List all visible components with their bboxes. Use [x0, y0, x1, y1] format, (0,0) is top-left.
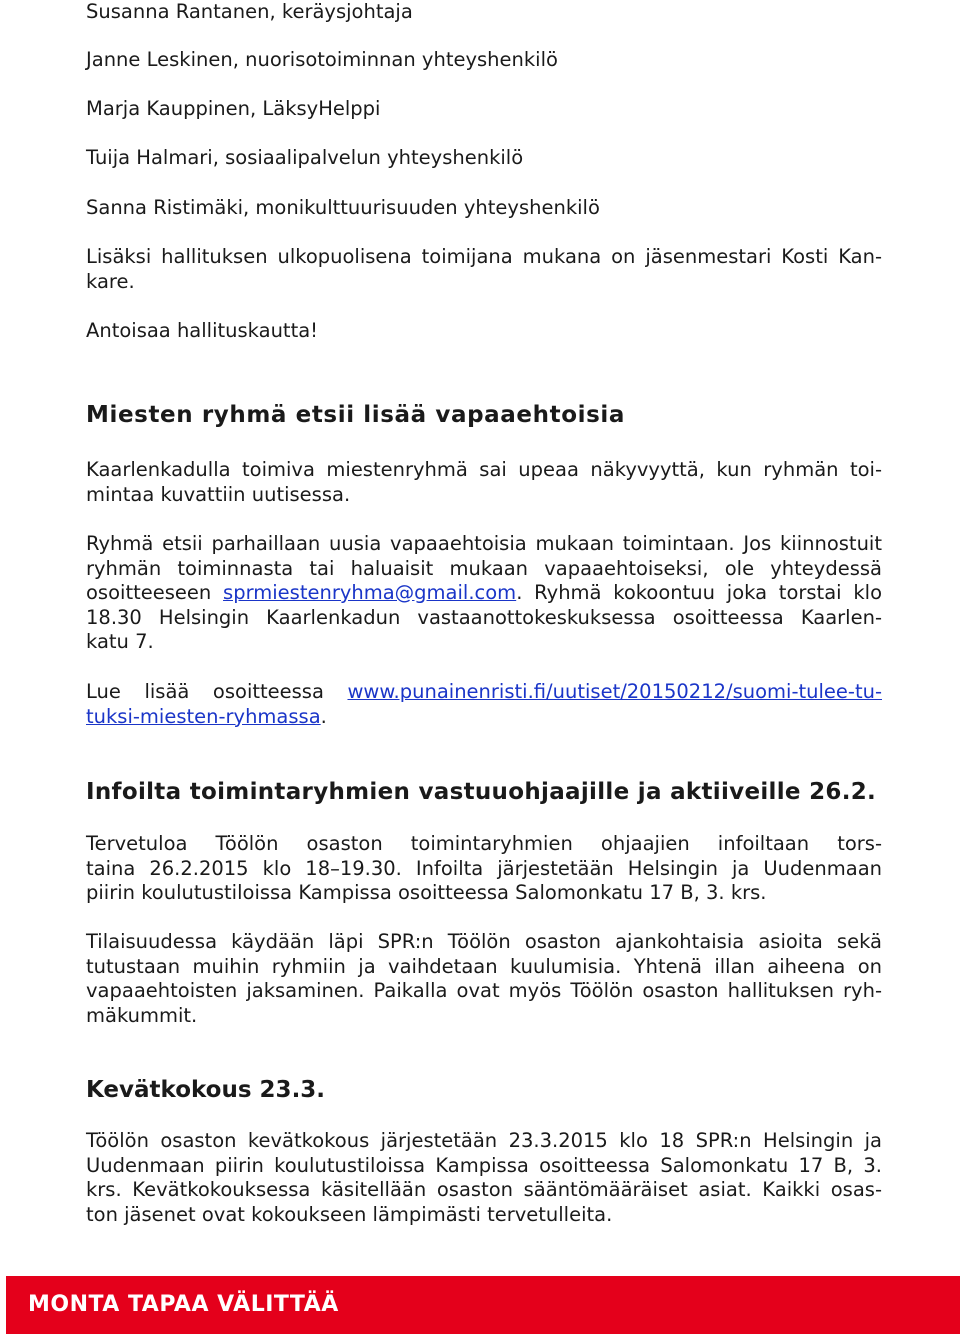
- section3-p1-line-3: krs. Kevätkokouksessa käsitellään osaston sääntömääräiset asiat. Kaikki osas-: [86, 1178, 882, 1201]
- section1-p2-line-3-post: . Ryhmä kokoontuu joka torstai klo: [516, 581, 882, 604]
- section1-read-more: [86, 680, 882, 729]
- section1-p2-line-3-pre: osoitteeseen: [86, 581, 224, 604]
- news-url-link-part-2[interactable]: tuksi-miesten-ryhmassa: [86, 704, 321, 728]
- intro-line-1: Lisäksi hallituksen ulkopuolisena toimijana mukana on jäsenmestari Kosti Kan-: [86, 245, 882, 268]
- read-more-label: Lue lisää osoitteessa: [86, 680, 348, 703]
- section2-p2-line-2: tutustaan muihin ryhmiin ja vaihdetaan kuulumisia. Yhtenä illan aiheena on: [86, 954, 882, 978]
- section2-p1-line-1: Tervetuloa Töölön osaston toimintaryhmien ohjaajien infoiltaan tors-: [86, 832, 882, 855]
- person-3: Marja Kauppinen, LäksyHelppi: [86, 97, 381, 120]
- section2-paragraph-1: [86, 832, 882, 906]
- section2-p2-line-4: mäkummit.: [86, 1003, 198, 1027]
- section1-paragraph-2: [86, 532, 882, 655]
- heading-kevatkokous: Kevätkokous 23.3.: [86, 1077, 326, 1103]
- person-4: Tuija Halmari, sosiaalipalvelun yhteyshenkilö: [86, 146, 524, 169]
- section1-p1-line-2: mintaa kuvattiin uutisessa.: [86, 482, 351, 506]
- section3-p1-line-4: ton jäsenet ovat kokoukseen lämpimästi tervetulleita.: [86, 1202, 613, 1226]
- section1-p2-line-2: ryhmän toiminnasta tai haluaisit mukaan vapaaehtoiseksi, ole yhteydessä: [86, 556, 882, 580]
- read-more-line-1: [86, 680, 882, 705]
- read-more-period: .: [320, 704, 327, 728]
- section1-paragraph-1: [86, 458, 882, 507]
- section3-p1-line-2: Uudenmaan piirin koulutustiloissa Kampissa osoitteessa Salomonkatu 17 B, 3.: [86, 1153, 882, 1177]
- section1-p2-line-4: 18.30 Helsingin Kaarlenkadun vastaanottokeskuksessa osoitteessa Kaarlen-: [86, 605, 882, 629]
- section3-paragraph-1: [86, 1129, 882, 1227]
- section2-p2-line-1: Tilaisuudessa käydään läpi SPR:n Töölön osaston ajankohtaisia asioita sekä: [86, 930, 882, 953]
- news-url-link-part-1[interactable]: www.punainenristi.fi/uutiset/20150212/suomi-tulee-tu-: [347, 680, 882, 703]
- section1-p2-line-1: Ryhmä etsii parhaillaan uusia vapaaehtoisia mukaan toimintaan. Jos kiinnostuit: [86, 532, 882, 555]
- footer-slogan: MONTA TAPAA VÄLITTÄÄ: [28, 1292, 339, 1317]
- intro-closing: Antoisaa hallituskautta!: [86, 319, 318, 342]
- section2-p1-line-3: piirin koulutustiloissa Kampissa osoitteessa Salomonkatu 17 B, 3. krs.: [86, 881, 767, 904]
- intro-paragraph: [86, 245, 882, 294]
- read-more-line-2: [86, 705, 882, 730]
- section1-p2-line-5: katu 7.: [86, 630, 154, 653]
- person-2: Janne Leskinen, nuorisotoiminnan yhteyshenkilö: [86, 48, 558, 71]
- email-link[interactable]: sprmiestenryhma@gmail.com: [223, 581, 517, 604]
- footer-banner: [6, 1276, 960, 1334]
- section2-p1-line-2: taina 26.2.2015 klo 18–19.30. Infoilta järjestetään Helsingin ja Uudenmaan: [86, 856, 882, 880]
- section1-p1-line-1: Kaarlenkadulla toimiva miestenryhmä sai upeaa näkyvyyttä, kun ryhmän toi-: [86, 458, 882, 481]
- person-1: Susanna Rantanen, keräysjohtaja: [86, 0, 413, 23]
- heading-infoilta: Infoilta toimintaryhmien vastuuohjaajille ja aktiiveille 26.2.: [86, 779, 877, 805]
- section2-paragraph-2: [86, 930, 882, 1028]
- heading-miesten-ryhma: Miesten ryhmä etsii lisää vapaaehtoisia: [86, 402, 625, 428]
- section3-p1-line-1: Töölön osaston kevätkokous järjestetään 23.3.2015 klo 18 SPR:n Helsingin ja: [86, 1129, 882, 1152]
- intro-line-2: kare.: [86, 269, 135, 293]
- person-5: Sanna Ristimäki, monikulttuurisuuden yhteyshenkilö: [86, 196, 600, 219]
- section2-p2-line-3: vapaaehtoisten jaksaminen. Paikalla ovat myös Töölön osaston hallituksen ryh-: [86, 979, 882, 1002]
- section1-p2-line-3: [86, 581, 882, 606]
